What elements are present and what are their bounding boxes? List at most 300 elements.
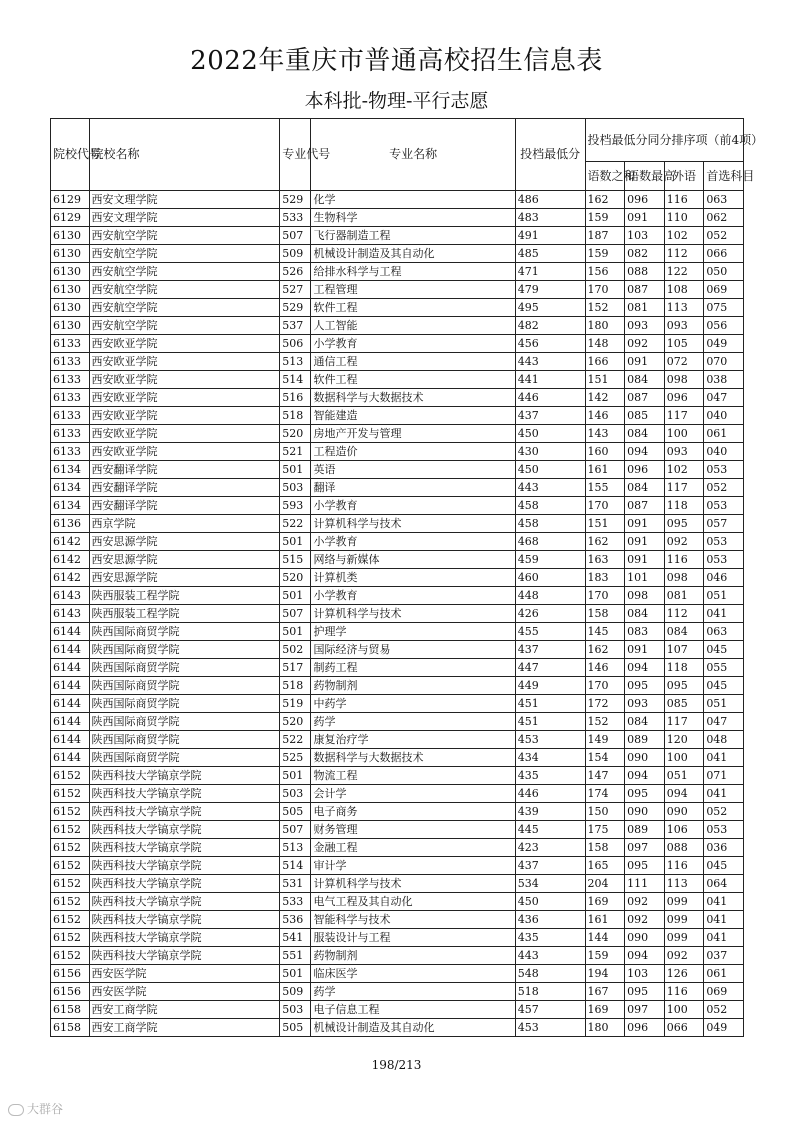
cell-chinese-math-sum: 169 [585,1001,625,1019]
cell-school-name: 西安欧亚学院 [89,425,280,443]
cell-first-subject: 063 [704,623,744,641]
cell-chinese-math-sum: 170 [585,281,625,299]
cell-major-name: 飞行器制造工程 [311,227,515,245]
cell-chinese-math-sum: 145 [585,623,625,641]
cell-chinese-math-sum: 148 [585,335,625,353]
cell-first-subject: 049 [704,1019,744,1037]
cell-chinese-math-max: 095 [625,785,665,803]
cell-first-subject: 070 [704,353,744,371]
cell-major-code: 505 [280,803,311,821]
cell-chinese-math-max: 088 [625,263,665,281]
cell-major-code: 536 [280,911,311,929]
table-row [51,533,744,551]
cell-major-code: 593 [280,497,311,515]
cell-school-code: 6134 [51,461,90,479]
cell-chinese-math-sum: 161 [585,461,625,479]
cell-major-name: 药学 [311,983,515,1001]
cell-school-name: 西安欧亚学院 [89,371,280,389]
cell-chinese-math-max: 092 [625,335,665,353]
cell-min-score: 437 [515,407,585,425]
cell-major-name: 软件工程 [311,299,515,317]
cell-first-subject: 053 [704,533,744,551]
cell-major-code: 518 [280,407,311,425]
cell-foreign-language: 120 [664,731,704,749]
cell-school-name: 西安航空学院 [89,227,280,245]
cell-major-name: 翻译 [311,479,515,497]
cell-school-name: 西安欧亚学院 [89,353,280,371]
cell-major-name: 网络与新媒体 [311,551,515,569]
table-row [51,947,744,965]
cell-foreign-language: 098 [664,371,704,389]
cell-major-code: 503 [280,1001,311,1019]
cell-major-code: 509 [280,983,311,1001]
cell-major-code: 513 [280,839,311,857]
cell-first-subject: 047 [704,389,744,407]
cell-min-score: 446 [515,785,585,803]
table-row [51,965,744,983]
cell-major-code: 501 [280,767,311,785]
cell-major-code: 501 [280,587,311,605]
cell-major-code: 503 [280,785,311,803]
cell-major-code: 537 [280,317,311,335]
cell-chinese-math-max: 084 [625,371,665,389]
cell-school-name: 西安医学院 [89,965,280,983]
cell-chinese-math-max: 094 [625,659,665,677]
cell-major-name: 计算机科学与技术 [311,515,515,533]
cell-major-code: 531 [280,875,311,893]
cell-school-code: 6144 [51,623,90,641]
cell-major-code: 503 [280,479,311,497]
cell-first-subject: 053 [704,461,744,479]
cell-chinese-math-max: 095 [625,677,665,695]
cell-min-score: 443 [515,353,585,371]
cell-chinese-math-sum: 180 [585,1019,625,1037]
cell-major-code: 522 [280,731,311,749]
cell-chinese-math-sum: 158 [585,839,625,857]
cell-chinese-math-sum: 187 [585,227,625,245]
cell-school-code: 6152 [51,857,90,875]
cell-min-score: 434 [515,749,585,767]
cell-school-name: 陕西服装工程学院 [89,605,280,623]
cell-school-name: 西安翻译学院 [89,479,280,497]
cell-chinese-math-max: 091 [625,209,665,227]
cell-min-score: 534 [515,875,585,893]
cell-min-score: 450 [515,425,585,443]
cell-foreign-language: 098 [664,569,704,587]
header-sub-chinese-math-max: 语数最高 [625,162,665,191]
cell-chinese-math-sum: 183 [585,569,625,587]
cell-chinese-math-max: 097 [625,839,665,857]
cell-foreign-language: 118 [664,659,704,677]
cell-chinese-math-sum: 156 [585,263,625,281]
cell-chinese-math-max: 103 [625,227,665,245]
cell-first-subject: 045 [704,641,744,659]
cell-chinese-math-sum: 160 [585,443,625,461]
cell-foreign-language: 100 [664,1001,704,1019]
cell-foreign-language: 112 [664,605,704,623]
table-row [51,695,744,713]
cell-school-code: 6152 [51,803,90,821]
header-major-name: 专业名称 [311,119,515,191]
table-row [51,785,744,803]
cell-school-code: 6142 [51,551,90,569]
cell-foreign-language: 096 [664,389,704,407]
cell-school-name: 西安航空学院 [89,317,280,335]
cell-first-subject: 049 [704,335,744,353]
cell-chinese-math-max: 091 [625,551,665,569]
cell-school-code: 6133 [51,407,90,425]
cell-major-code: 501 [280,965,311,983]
table-row [51,461,744,479]
cell-first-subject: 055 [704,659,744,677]
cell-major-name: 药物制剂 [311,947,515,965]
cell-major-code: 505 [280,1019,311,1037]
cell-min-score: 435 [515,767,585,785]
cell-chinese-math-sum: 152 [585,713,625,731]
cell-first-subject: 038 [704,371,744,389]
cell-chinese-math-max: 095 [625,857,665,875]
cell-first-subject: 045 [704,857,744,875]
cell-first-subject: 047 [704,713,744,731]
table-row [51,803,744,821]
cell-foreign-language: 107 [664,641,704,659]
cell-school-code: 6144 [51,677,90,695]
cell-major-name: 工程管理 [311,281,515,299]
cell-min-score: 471 [515,263,585,281]
table-row [51,983,744,1001]
cell-foreign-language: 106 [664,821,704,839]
cell-school-code: 6152 [51,947,90,965]
cell-school-code: 6143 [51,587,90,605]
cell-school-name: 西安航空学院 [89,263,280,281]
cell-chinese-math-sum: 151 [585,515,625,533]
table-row [51,749,744,767]
cell-chinese-math-max: 087 [625,281,665,299]
cell-major-name: 小学教育 [311,497,515,515]
cell-major-name: 软件工程 [311,371,515,389]
cell-major-code: 507 [280,605,311,623]
cell-chinese-math-max: 087 [625,497,665,515]
cell-min-score: 460 [515,569,585,587]
cell-min-score: 455 [515,623,585,641]
cell-foreign-language: 102 [664,227,704,245]
cell-min-score: 456 [515,335,585,353]
cell-min-score: 453 [515,1019,585,1037]
cell-major-code: 514 [280,371,311,389]
cell-major-name: 英语 [311,461,515,479]
cell-school-name: 西安工商学院 [89,1001,280,1019]
cell-foreign-language: 116 [664,983,704,1001]
cell-school-name: 陕西服装工程学院 [89,587,280,605]
cell-school-name: 陕西科技大学镐京学院 [89,857,280,875]
cell-major-code: 517 [280,659,311,677]
cell-major-name: 机械设计制造及其自动化 [311,245,515,263]
cell-chinese-math-sum: 204 [585,875,625,893]
cell-school-code: 6143 [51,605,90,623]
cell-first-subject: 041 [704,893,744,911]
cell-foreign-language: 051 [664,767,704,785]
cell-min-score: 449 [515,677,585,695]
cell-school-name: 陕西国际商贸学院 [89,713,280,731]
cell-major-code: 520 [280,425,311,443]
watermark [8,1100,63,1117]
cell-major-code: 514 [280,857,311,875]
cell-foreign-language: 105 [664,335,704,353]
cell-school-code: 6134 [51,479,90,497]
cell-chinese-math-max: 089 [625,731,665,749]
cell-major-name: 康复治疗学 [311,731,515,749]
cell-chinese-math-max: 111 [625,875,665,893]
cell-school-name: 西安工商学院 [89,1019,280,1037]
cell-min-score: 443 [515,947,585,965]
cell-chinese-math-max: 097 [625,1001,665,1019]
cell-school-name: 陕西国际商贸学院 [89,695,280,713]
cell-chinese-math-max: 084 [625,479,665,497]
cell-chinese-math-sum: 143 [585,425,625,443]
cell-min-score: 451 [515,695,585,713]
cell-major-name: 数据科学与大数据技术 [311,749,515,767]
cell-major-code: 502 [280,641,311,659]
cell-first-subject: 040 [704,443,744,461]
cell-school-code: 6129 [51,209,90,227]
cell-major-name: 小学教育 [311,533,515,551]
cell-min-score: 485 [515,245,585,263]
cell-major-name: 计算机科学与技术 [311,875,515,893]
cell-chinese-math-max: 087 [625,389,665,407]
cell-min-score: 457 [515,1001,585,1019]
cell-major-code: 506 [280,335,311,353]
cell-school-code: 6156 [51,983,90,1001]
cell-chinese-math-max: 094 [625,767,665,785]
cell-first-subject: 048 [704,731,744,749]
cell-major-name: 房地产开发与管理 [311,425,515,443]
cell-school-code: 6144 [51,659,90,677]
cell-chinese-math-sum: 159 [585,209,625,227]
cell-major-name: 给排水科学与工程 [311,263,515,281]
cell-first-subject: 041 [704,785,744,803]
table-row [51,281,744,299]
cell-major-code: 518 [280,677,311,695]
table-row [51,407,744,425]
cell-min-score: 436 [515,911,585,929]
cell-chinese-math-sum: 155 [585,479,625,497]
cell-min-score: 450 [515,461,585,479]
cell-first-subject: 064 [704,875,744,893]
cell-school-code: 6152 [51,929,90,947]
cell-major-name: 物流工程 [311,767,515,785]
cell-chinese-math-sum: 169 [585,893,625,911]
cell-school-code: 6130 [51,245,90,263]
cell-school-code: 6158 [51,1001,90,1019]
cell-major-name: 工程造价 [311,443,515,461]
cell-major-code: 501 [280,461,311,479]
cell-foreign-language: 094 [664,785,704,803]
cell-major-name: 数据科学与大数据技术 [311,389,515,407]
header-sub-foreign-language: 外语 [664,162,704,191]
cell-foreign-language: 126 [664,965,704,983]
cell-school-code: 6144 [51,641,90,659]
cell-chinese-math-max: 103 [625,965,665,983]
cell-min-score: 486 [515,191,585,209]
cell-foreign-language: 092 [664,947,704,965]
cell-school-name: 陕西科技大学镐京学院 [89,875,280,893]
cell-school-code: 6158 [51,1019,90,1037]
cell-chinese-math-max: 084 [625,605,665,623]
cell-foreign-language: 095 [664,515,704,533]
cell-chinese-math-sum: 158 [585,605,625,623]
cell-school-code: 6129 [51,191,90,209]
cell-chinese-math-sum: 170 [585,587,625,605]
cell-first-subject: 041 [704,929,744,947]
cell-chinese-math-sum: 144 [585,929,625,947]
cell-school-name: 陕西国际商贸学院 [89,749,280,767]
cell-first-subject: 056 [704,317,744,335]
cell-foreign-language: 117 [664,407,704,425]
cell-min-score: 423 [515,839,585,857]
cell-chinese-math-sum: 151 [585,371,625,389]
cell-school-name: 西安思源学院 [89,533,280,551]
table-row [51,515,744,533]
cell-chinese-math-sum: 165 [585,857,625,875]
cell-min-score: 458 [515,515,585,533]
cell-school-code: 6130 [51,299,90,317]
cell-min-score: 437 [515,641,585,659]
cell-first-subject: 051 [704,587,744,605]
cell-foreign-language: 081 [664,587,704,605]
table-row [51,911,744,929]
cell-major-code: 525 [280,749,311,767]
cell-major-name: 计算机科学与技术 [311,605,515,623]
cell-school-code: 6130 [51,263,90,281]
cell-major-code: 533 [280,209,311,227]
table-row [51,641,744,659]
cell-major-name: 人工智能 [311,317,515,335]
table-row [51,605,744,623]
cell-chinese-math-sum: 161 [585,911,625,929]
cell-school-code: 6152 [51,821,90,839]
cell-min-score: 435 [515,929,585,947]
cell-foreign-language: 100 [664,425,704,443]
cell-foreign-language: 102 [664,461,704,479]
table-row [51,371,744,389]
cell-foreign-language: 100 [664,749,704,767]
cell-first-subject: 063 [704,191,744,209]
cell-school-name: 西安文理学院 [89,209,280,227]
cell-first-subject: 057 [704,515,744,533]
cell-chinese-math-max: 101 [625,569,665,587]
header-sub-chinese-math-sum: 语数之和 [585,162,625,191]
cell-foreign-language: 088 [664,839,704,857]
table-row [51,713,744,731]
cell-school-name: 陕西科技大学镐京学院 [89,767,280,785]
table-row [51,353,744,371]
cell-major-code: 509 [280,245,311,263]
watermark-text: 大群谷 [27,1102,64,1116]
table-row [51,209,744,227]
cell-major-name: 计算机类 [311,569,515,587]
cell-chinese-math-sum: 146 [585,407,625,425]
cell-min-score: 518 [515,983,585,1001]
cell-school-name: 陕西科技大学镐京学院 [89,839,280,857]
cell-first-subject: 062 [704,209,744,227]
cell-chinese-math-max: 092 [625,911,665,929]
cell-chinese-math-sum: 194 [585,965,625,983]
cell-min-score: 468 [515,533,585,551]
cell-school-name: 陕西科技大学镐京学院 [89,803,280,821]
cell-school-name: 西安欧亚学院 [89,407,280,425]
cell-major-code: 516 [280,389,311,407]
header-school-name: 院校名称 [89,119,280,191]
table-row [51,1001,744,1019]
cell-chinese-math-sum: 150 [585,803,625,821]
cell-first-subject: 041 [704,911,744,929]
table-row [51,929,744,947]
cell-chinese-math-max: 090 [625,803,665,821]
cell-first-subject: 052 [704,227,744,245]
cell-chinese-math-max: 094 [625,947,665,965]
document-title: 2022年重庆市普通高校招生信息表 [190,46,603,76]
table-row [51,839,744,857]
cell-foreign-language: 116 [664,191,704,209]
cell-foreign-language: 108 [664,281,704,299]
cell-school-name: 陕西科技大学镐京学院 [89,785,280,803]
cell-min-score: 441 [515,371,585,389]
cell-school-name: 陕西国际商贸学院 [89,731,280,749]
cell-major-code: 529 [280,299,311,317]
cell-chinese-math-max: 091 [625,515,665,533]
cell-school-code: 6134 [51,497,90,515]
table-row [51,425,744,443]
cell-major-name: 生物科学 [311,209,515,227]
cell-chinese-math-sum: 159 [585,245,625,263]
table-row [51,335,744,353]
cell-major-name: 护理学 [311,623,515,641]
table-row [51,191,744,209]
cell-foreign-language: 099 [664,911,704,929]
cell-foreign-language: 116 [664,857,704,875]
cell-chinese-math-sum: 180 [585,317,625,335]
cell-chinese-math-sum: 170 [585,497,625,515]
cell-chinese-math-max: 093 [625,317,665,335]
cell-chinese-math-sum: 167 [585,983,625,1001]
cell-min-score: 445 [515,821,585,839]
cell-min-score: 437 [515,857,585,875]
cell-major-code: 521 [280,443,311,461]
cell-foreign-language: 085 [664,695,704,713]
cell-chinese-math-max: 091 [625,353,665,371]
cell-chinese-math-max: 095 [625,983,665,1001]
cell-school-code: 6144 [51,695,90,713]
cell-school-name: 西安航空学院 [89,281,280,299]
header-school-code: 院校代号 [51,119,90,191]
cell-school-code: 6152 [51,839,90,857]
table-row [51,227,744,245]
cell-first-subject: 052 [704,803,744,821]
cell-school-name: 陕西科技大学镐京学院 [89,893,280,911]
cell-school-code: 6144 [51,713,90,731]
page-number: 198/213 [371,1058,422,1072]
cell-chinese-math-sum: 146 [585,659,625,677]
cell-min-score: 451 [515,713,585,731]
cell-chinese-math-max: 093 [625,695,665,713]
cell-school-name: 西安翻译学院 [89,461,280,479]
cell-chinese-math-max: 089 [625,821,665,839]
cell-first-subject: 069 [704,281,744,299]
cell-chinese-math-sum: 154 [585,749,625,767]
cell-min-score: 450 [515,893,585,911]
cell-foreign-language: 122 [664,263,704,281]
table-row [51,299,744,317]
